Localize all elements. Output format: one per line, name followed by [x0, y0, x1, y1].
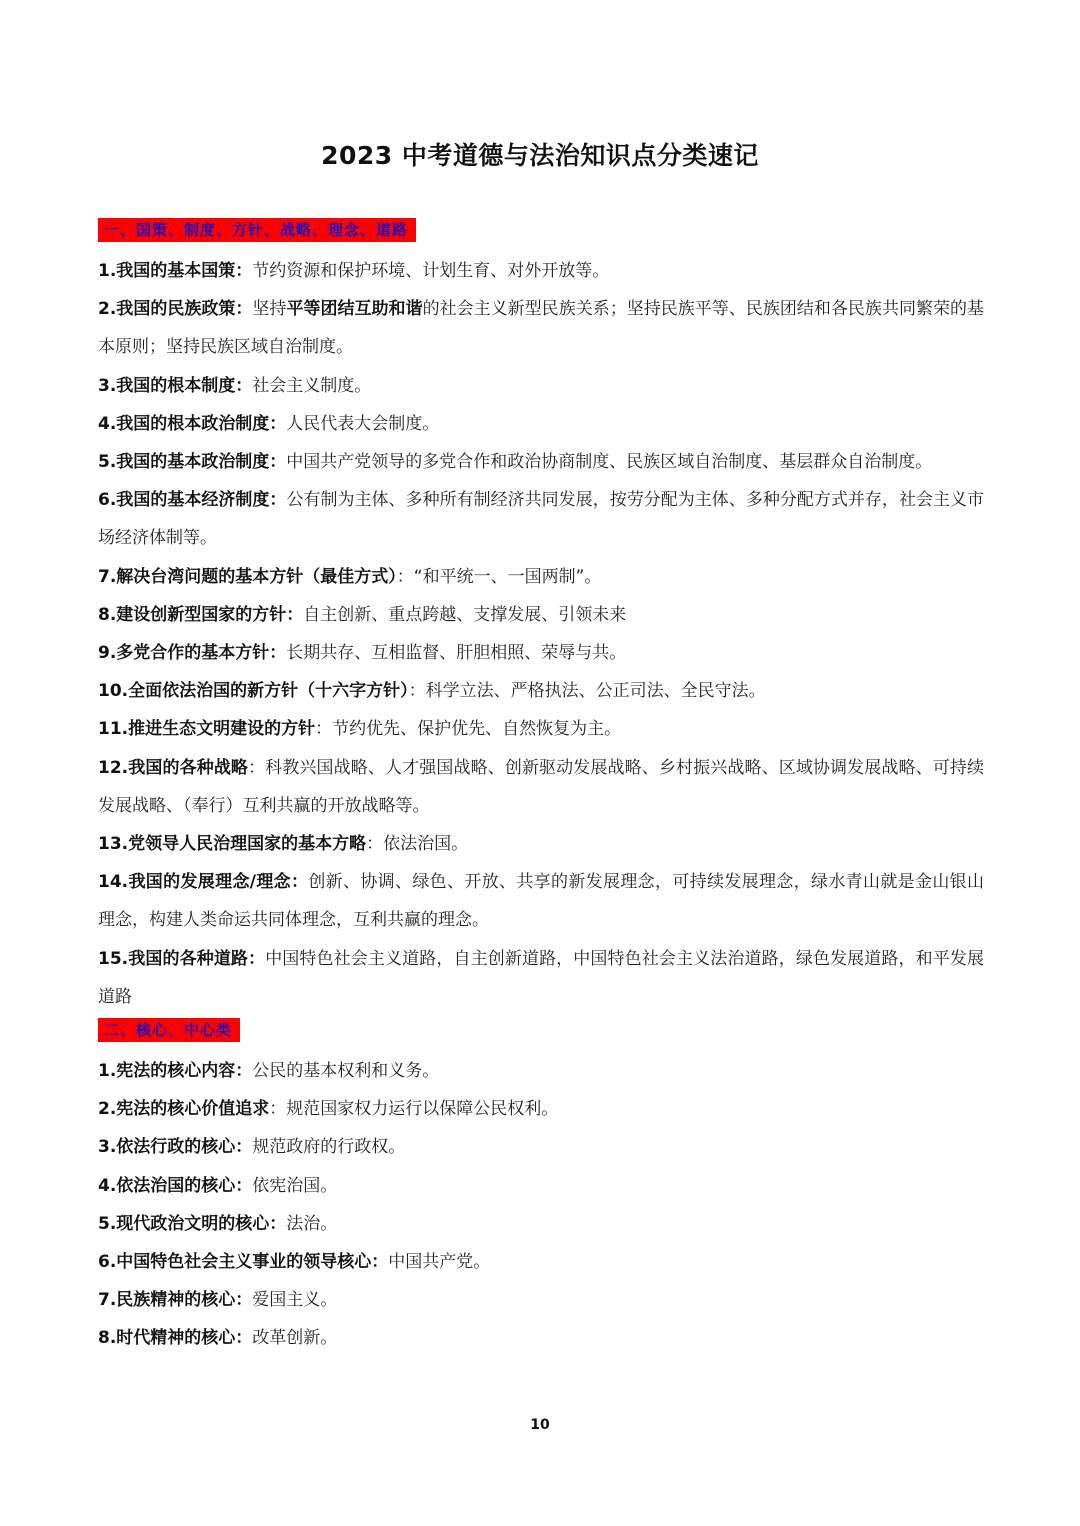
item-text: 人民代表大会制度。	[286, 413, 440, 434]
item-text: ：节约优先、保护优先、自然恢复为主。	[315, 719, 622, 740]
item-term: 1.我国的基本国策：	[98, 261, 253, 281]
item-text: 创新、协调、绿色、开放、共享的新发展理念，可持续发展理念，绿水青山就是金山银山理念，构建人类命运共同体理念，互利共赢的理念。	[98, 872, 984, 931]
list-item	[98, 863, 984, 939]
item-text: ：“和平统一、一国两制”。	[396, 566, 602, 587]
list-item	[98, 940, 984, 1016]
item-text: 自主创新、重点跨越、支撑发展、引领未来	[303, 604, 627, 625]
list-item	[98, 1128, 984, 1166]
item-text: 节约资源和保护环境、计划生育、对外开放等。	[252, 261, 610, 281]
item-term: 13.党领导人民治理国家的基本方略	[98, 834, 367, 855]
list-item	[98, 290, 984, 366]
item-text: 规范政府的行政权。	[252, 1137, 406, 1158]
item-term: 8.建设创新型国家的方针：	[98, 604, 304, 625]
item-term: 5.我国的基本政治制度：	[98, 452, 287, 473]
page-title: 2023 中考道德与法治知识点分类速记	[321, 141, 759, 170]
list-item	[98, 1090, 984, 1128]
item-term: 6.我国的基本经济制度：	[98, 490, 287, 511]
list-item	[98, 1281, 984, 1319]
item-text: 坚持	[252, 299, 287, 320]
list-item	[98, 634, 984, 672]
item-text: 法治。	[286, 1213, 338, 1234]
item-text: 依宪治国。	[252, 1175, 338, 1196]
item-term: 11.推进生态文明建设的方针	[98, 719, 316, 740]
item-term: 14.我国的发展理念/理念：	[98, 872, 309, 893]
item-text: 的社会主义新型民族关系；坚持民族平等、民族团结和各民族共同繁荣的基本原则；坚持民族区域自治制度。	[98, 299, 985, 358]
list-item	[98, 1243, 984, 1281]
item-text: ：科学立法、严格执法、公正司法、全民守法。	[408, 681, 766, 702]
list-item	[98, 710, 984, 748]
item-text: ：科教兴国战略、人才强国战略、创新驱动发展战略、乡村振兴战略、区域协调发展战略、可持续发展战略、（奉行）互利共赢的开放战略等。	[98, 757, 984, 816]
list-item	[98, 1167, 984, 1205]
item-term: 2.我国的民族政策：	[98, 299, 253, 320]
item-text: 改革创新。	[252, 1328, 338, 1349]
list-item	[98, 443, 984, 481]
item-term: 4.依法治国的核心：	[98, 1175, 253, 1196]
list-item	[98, 1052, 984, 1090]
item-term: 15.我国的各种道路：	[98, 948, 266, 969]
item-term: 7.民族精神的核心：	[98, 1290, 253, 1311]
item-term: 6.中国特色社会主义事业的领导核心：	[98, 1252, 389, 1273]
list-item	[98, 252, 984, 290]
list-item	[98, 405, 984, 443]
list-item	[98, 367, 984, 405]
item-term: 1.宪法的核心内容：	[98, 1061, 253, 1082]
item-text: ：依法治国。	[366, 834, 469, 855]
item-term: 3.我国的根本制度：	[98, 375, 253, 396]
item-term: 8.时代精神的核心：	[98, 1328, 253, 1349]
list-item	[98, 1319, 984, 1357]
list-item	[98, 825, 984, 863]
item-text: 爱国主义。	[252, 1290, 338, 1311]
document-body	[98, 214, 984, 1358]
item-term: 3.依法行政的核心：	[98, 1137, 253, 1158]
item-text: ：规范国家权力运行以保障公民权利。	[269, 1099, 559, 1120]
item-term: 7.解决台湾问题的基本方针（最佳方式）	[98, 566, 397, 587]
item-highlight: 平等团结互助和谐	[286, 299, 423, 320]
list-item	[98, 749, 984, 825]
list-item	[98, 481, 984, 557]
item-text: 长期共存、互相监督、肝胆相照、荣辱与共。	[286, 643, 627, 664]
section-heading-2: 二、核心、中心类	[98, 1018, 240, 1042]
section-heading-1: 一、国策、制度、方针、战略、理念、道路	[98, 218, 416, 242]
list-item	[98, 558, 984, 596]
item-term: 12.我国的各种战略	[98, 757, 249, 778]
item-term: 9.多党合作的基本方针：	[98, 643, 287, 664]
item-term: 10.全面依法治国的新方针（十六字方针）	[98, 681, 409, 702]
item-term: 5.现代政治文明的核心：	[98, 1213, 287, 1234]
page-number: 10	[530, 1417, 550, 1433]
list-item	[98, 1205, 984, 1243]
item-text: 中国共产党。	[388, 1252, 491, 1273]
item-text: 公民的基本权利和义务。	[252, 1061, 440, 1082]
item-text: 社会主义制度。	[252, 375, 372, 396]
item-term: 2.宪法的核心价值追求	[98, 1099, 270, 1120]
list-item	[98, 672, 984, 710]
item-text: 公有制为主体、多种所有制经济共同发展，按劳分配为主体、多种分配方式并存，社会主义市场经济体制等。	[98, 490, 985, 549]
item-text: 中国特色社会主义道路，自主创新道路，中国特色社会主义法治道路，绿色发展道路，和平发展道路	[98, 948, 985, 1007]
item-text: 中国共产党领导的多党合作和政治协商制度、民族区域自治制度、基层群众自治制度。	[286, 452, 933, 473]
item-term: 4.我国的根本政治制度：	[98, 413, 287, 434]
list-item	[98, 596, 984, 634]
